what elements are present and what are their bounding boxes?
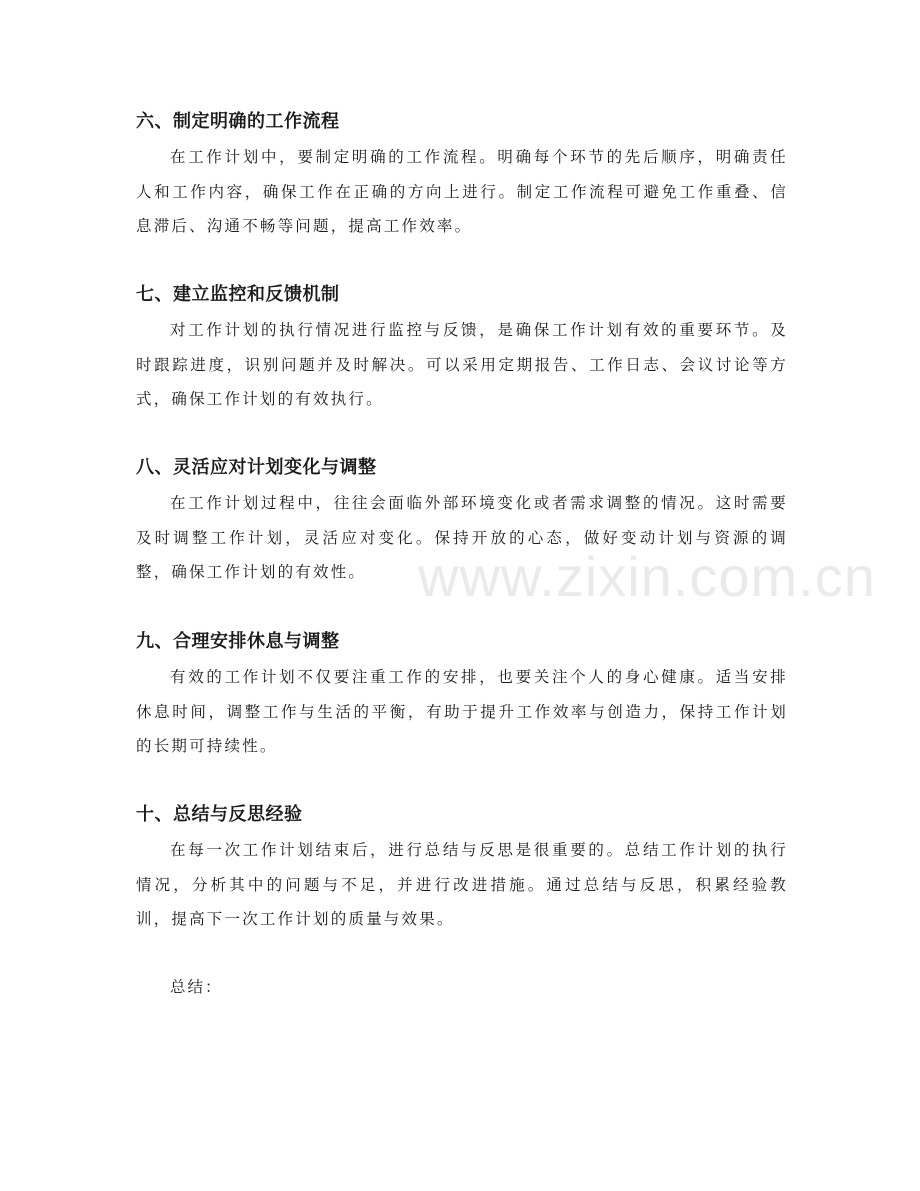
section-heading-6: 六、制定明确的工作流程 (136, 111, 340, 132)
section-body-8: 在工作计划过程中，往往会面临外部环境变化或者需求调整的情况。这时需要及时调整工作计划，灵活应对变化。保持开放的心态，做好变动计划与资源的调整，确保工作计划的有效性。 (136, 494, 788, 581)
section-heading-10: 十、总结与反思经验 (136, 804, 303, 825)
section-body-6: 在工作计划中，要制定明确的工作流程。明确每个环节的先后顺序，明确责任人和工作内容，确保工作在正确的方向上进行。制定工作流程可避免工作重叠、信息滞后、沟通不畅等问题，提高工作效率。 (136, 148, 788, 235)
section-body-9: 有效的工作计划不仅要注重工作的安排，也要关注个人的身心健康。适当安排休息时间，调整工作与生活的平衡，有助于提升工作效率与创造力，保持工作计划的长期可持续性。 (136, 668, 788, 755)
section-heading-7: 七、建立监控和反馈机制 (136, 284, 340, 305)
section-heading-9: 九、合理安排休息与调整 (136, 631, 340, 652)
section-heading-8: 八、灵活应对计划变化与调整 (136, 457, 377, 478)
section-body-7: 对工作计划的执行情况进行监控与反馈，是确保工作计划有效的重要环节。及时跟踪进度，识别问题并及时解决。可以采用定期报告、工作日志、会议讨论等方式，确保工作计划的有效执行。 (136, 321, 788, 408)
watermark: www.zixin.com.cn (418, 545, 876, 608)
closing-label: 总结： (170, 978, 223, 996)
section-body-10: 在每一次工作计划结束后，进行总结与反思是很重要的。总结工作计划的执行情况，分析其中的问题与不足，并进行改进措施。通过总结与反思，积累经验教训，提高下一次工作计划的质量与效果。 (136, 841, 788, 928)
